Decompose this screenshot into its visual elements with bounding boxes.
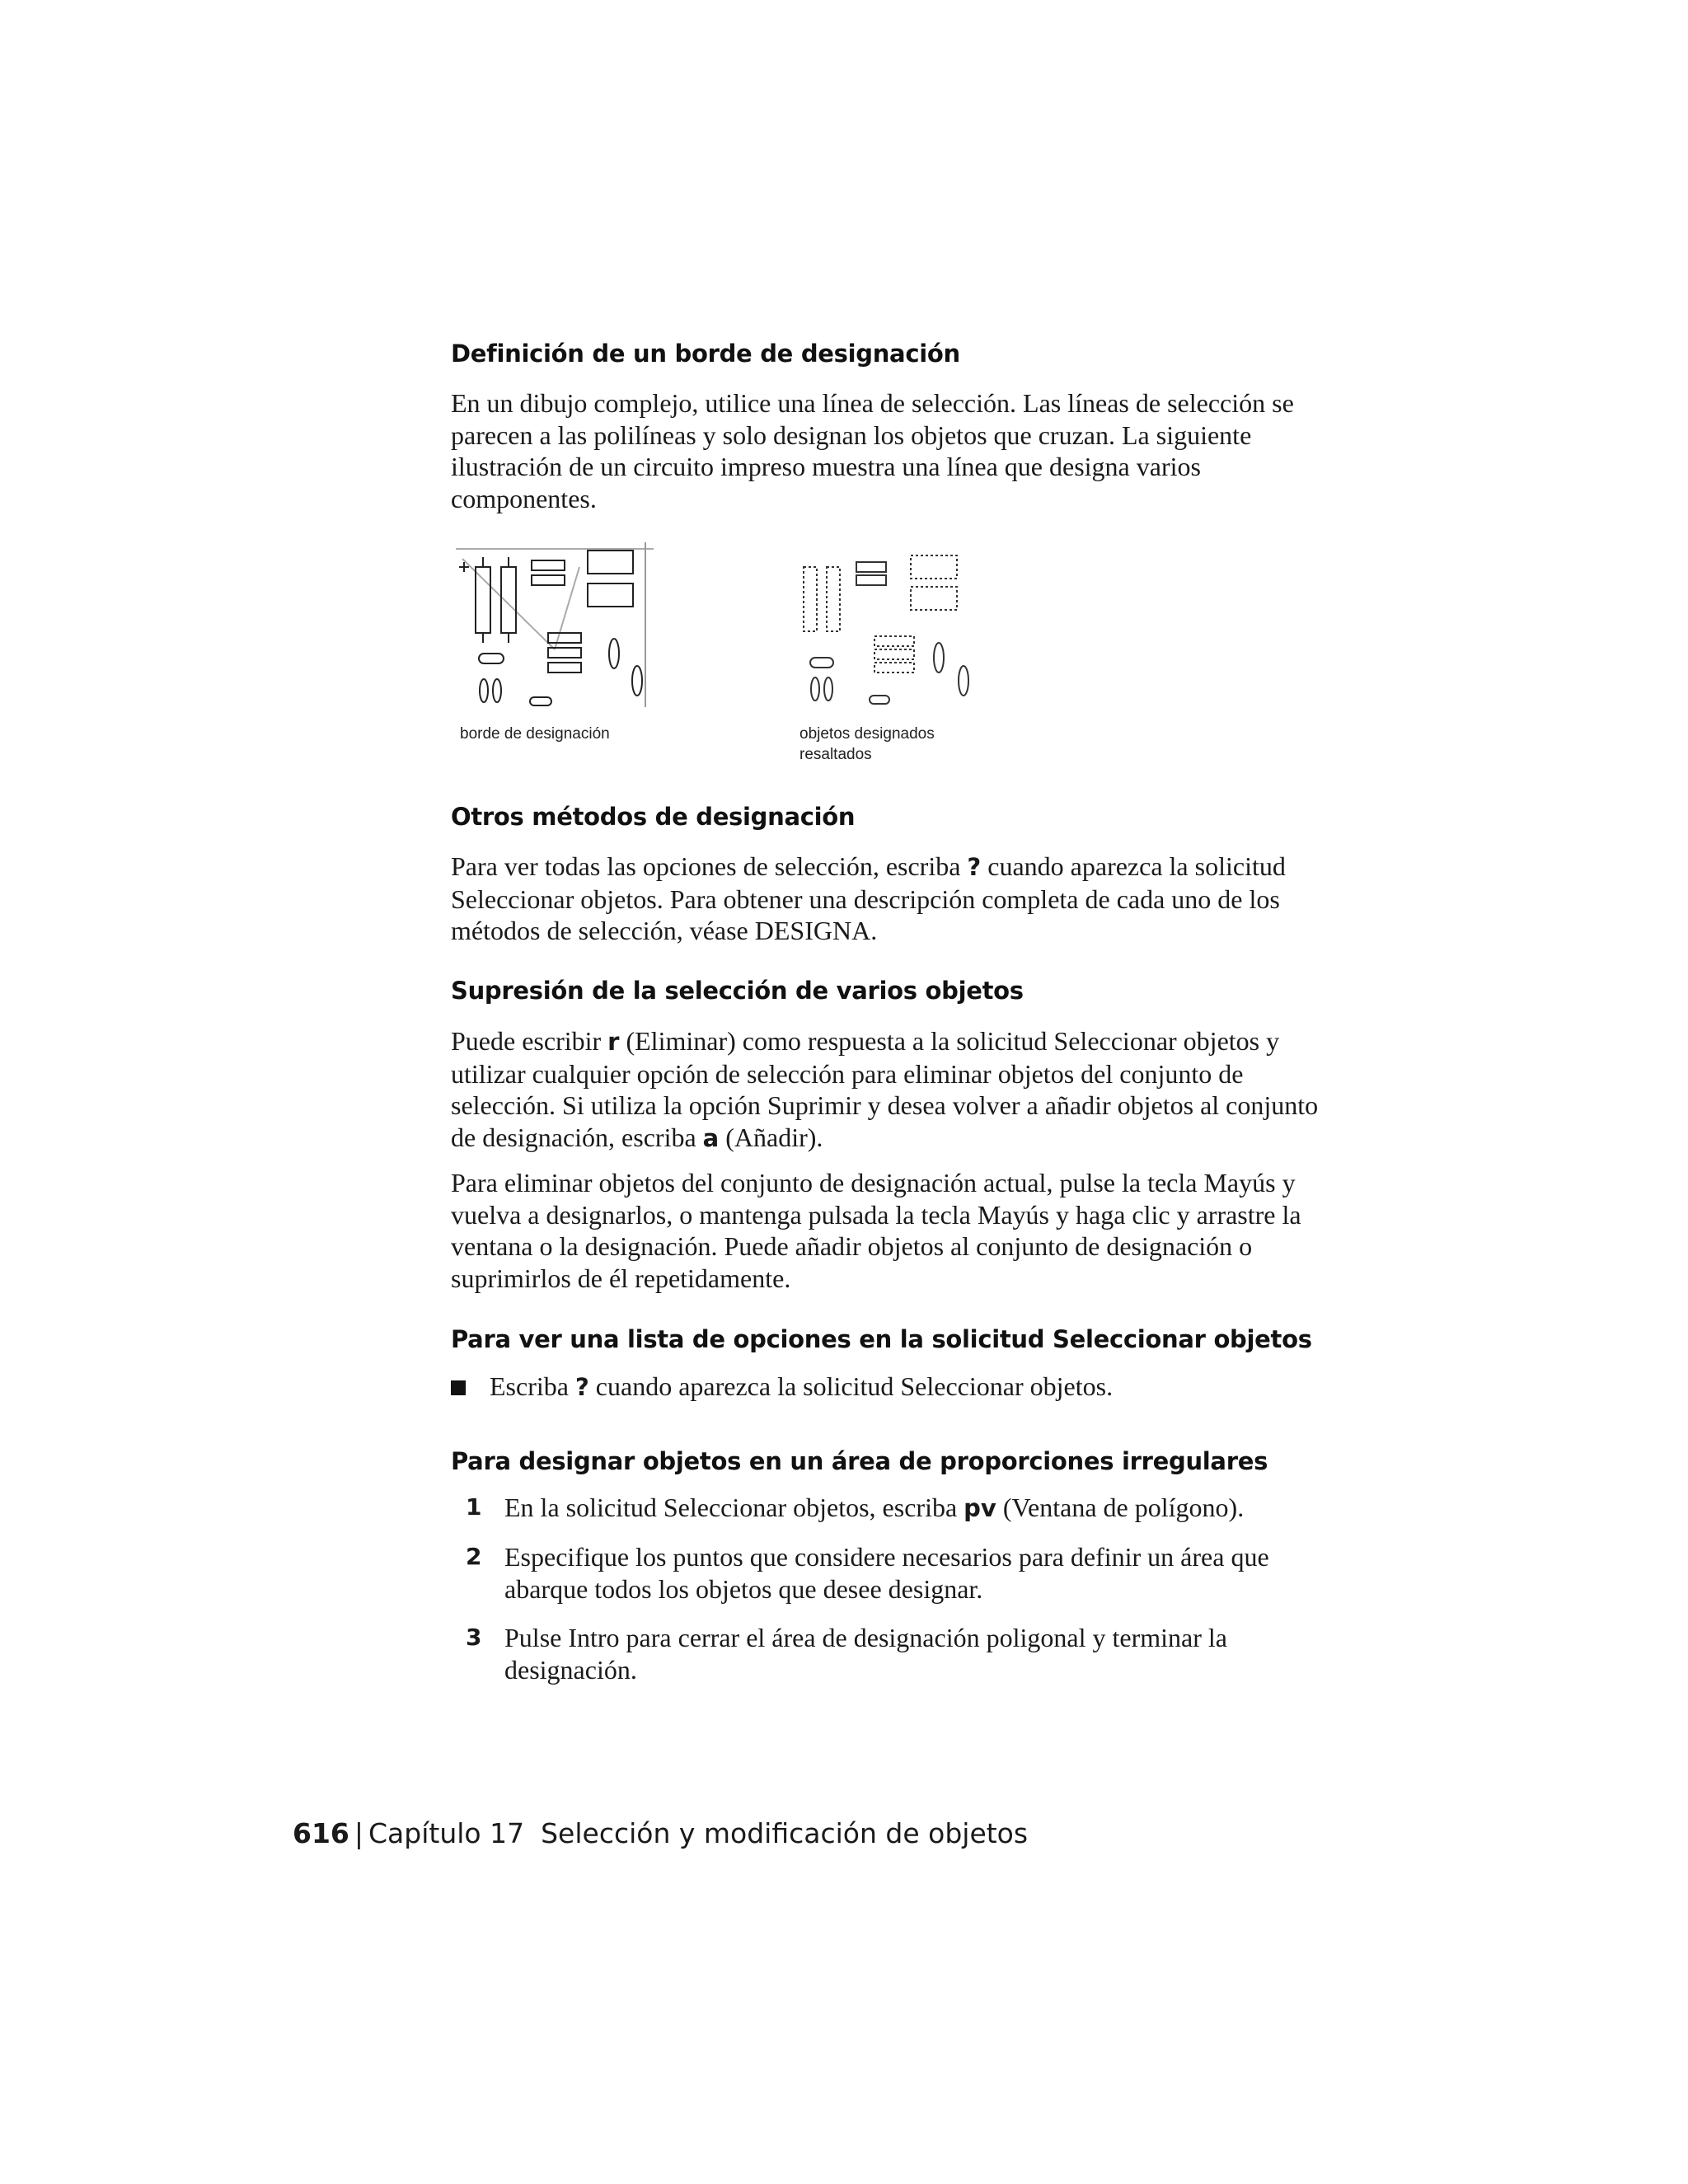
- section-title-supresion: Supresión de la selección de varios objetos: [451, 977, 1024, 1005]
- figure-caption-right: [799, 724, 935, 765]
- figure-caption-right-line2: resaltados: [799, 746, 872, 763]
- figure-caption-left: borde de designación: [460, 725, 610, 743]
- bullet-text: Escriba ? cuando aparezca la solicitud Seleccionar objetos.: [490, 1371, 1114, 1401]
- section-title-lista-opciones: Para ver una lista de opciones en la solicitud Seleccionar objetos: [451, 1325, 1312, 1353]
- paragraph-borde: En un dibujo complejo, utilice una línea de selección. Las líneas de selección se parecen a las polilíneas y solo designan los objetos que cruzan. La siguiente ilustración de un circuito impreso muestra una línea que designa varios componentes.: [451, 388, 1294, 513]
- page-number: 616: [293, 1817, 349, 1849]
- chapter-title: Selección y modificación de objetos: [541, 1817, 1029, 1849]
- footer-separator: |: [354, 1817, 364, 1849]
- circuit-figure-fence: [456, 542, 662, 711]
- step-text: Especifique los puntos que considere necesarios para definir un área que abarque todos los objetos que desee designar.: [504, 1542, 1269, 1604]
- section-title-otros-metodos: Otros métodos de designación: [451, 803, 856, 831]
- paragraph-supresion-1: Puede escribir r (Eliminar) como respuesta a la solicitud Seleccionar objetos y utilizar cualquier opción de selección para eliminar objetos del conjunto de selección. Si utiliza la opción Suprimir y desea volver a añadir objetos al conjunto de designación, escriba a (Añadir).: [451, 1026, 1319, 1152]
- paragraph-supresion-2: Para eliminar objetos del conjunto de designación actual, pulse la tecla Mayús y vuelva a designarlos, o mantenga pulsada la tecla Mayús y haga clic y arrastre la ventana o la designación. Puede añadir objetos al conjunto de designación o suprimirlos de él repetidamente.: [451, 1168, 1301, 1293]
- figure-caption-right-line1: objetos designados: [799, 725, 935, 743]
- step-text: Pulse Intro para cerrar el área de designación poligonal y terminar la designación.: [504, 1623, 1227, 1685]
- bullet-square-icon: [451, 1380, 466, 1395]
- section-title-area-irregular: Para designar objetos en un área de proporciones irregulares: [451, 1447, 1268, 1475]
- circuit-figure-highlighted: [795, 551, 993, 711]
- step-number: 1: [466, 1493, 482, 1521]
- step-text: En la solicitud Seleccionar objetos, escriba pv (Ventana de polígono).: [504, 1493, 1245, 1522]
- step-number: 3: [466, 1624, 482, 1651]
- page-footer: [293, 1817, 1028, 1849]
- step-number: 2: [466, 1543, 482, 1570]
- section-title-borde: Definición de un borde de designación: [451, 340, 960, 368]
- paragraph-otros-metodos: Para ver todas las opciones de selección, escriba ? cuando aparezca la solicitud Seleccionar objetos. Para obtener una descripción completa de cada uno de los métodos de selección, véase DESIGNA.: [451, 851, 1286, 945]
- chapter-label: Capítulo 17: [368, 1817, 525, 1849]
